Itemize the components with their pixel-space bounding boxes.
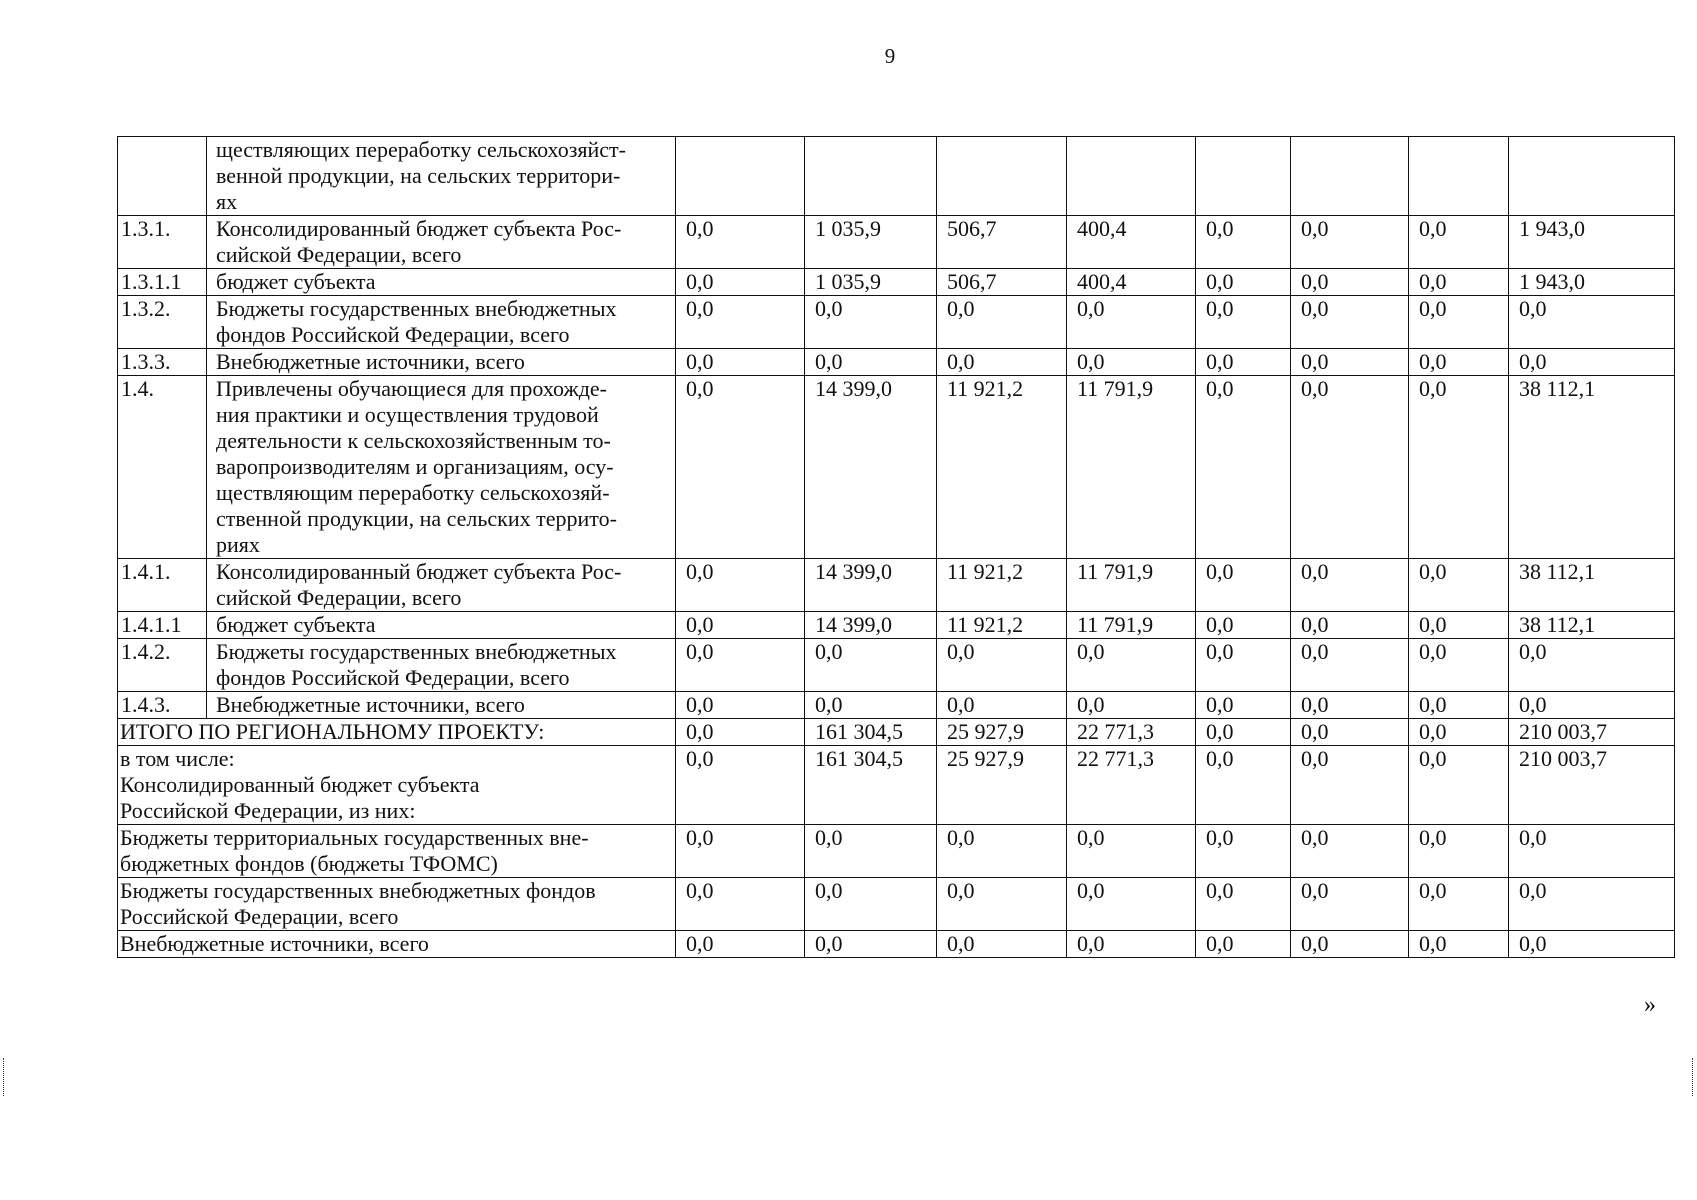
value-cell: 0,0 [1291, 349, 1409, 376]
value-cell: 0,0 [1509, 878, 1675, 931]
value-cell: 0,0 [805, 349, 937, 376]
value-cell: 0,0 [1067, 825, 1196, 878]
row-description-cell [207, 137, 676, 216]
value-cell: 1 943,0 [1509, 216, 1675, 269]
value-cell: 0,0 [1409, 692, 1509, 719]
value-cell: 0,0 [1409, 719, 1509, 746]
value-cell: 0,0 [805, 296, 937, 349]
value-cell: 0,0 [676, 612, 805, 639]
value-cell: 25 927,9 [937, 746, 1067, 825]
value-cell [1067, 137, 1196, 216]
summary-label-cell [118, 825, 676, 878]
cell-text-line: ственной продукции, на сельских террито- [216, 506, 617, 531]
value-cell: 0,0 [1409, 612, 1509, 639]
cell-text-line: фондов Российской Федерации, всего [216, 665, 570, 690]
cell-text-line: ях [216, 189, 238, 214]
cell-text-line: в том числе: [120, 746, 235, 771]
row-code-cell: 1.4.2. [118, 639, 207, 692]
value-cell: 0,0 [1291, 612, 1409, 639]
value-cell: 1 035,9 [805, 216, 937, 269]
value-cell: 0,0 [1509, 349, 1675, 376]
value-cell: 0,0 [1196, 269, 1291, 296]
cell-text-line: Внебюджетные источники, всего [216, 349, 525, 374]
value-cell: 0,0 [1291, 931, 1409, 958]
value-cell: 0,0 [1067, 296, 1196, 349]
value-cell: 0,0 [676, 719, 805, 746]
cell-text-line: Бюджеты государственных внебюджетных фондов [120, 878, 596, 903]
value-cell: 14 399,0 [805, 559, 937, 612]
value-cell: 22 771,3 [1067, 719, 1196, 746]
row-code-cell: 1.4.1. [118, 559, 207, 612]
summary-row [118, 931, 1675, 958]
table-row [118, 559, 1675, 612]
value-cell: 0,0 [1509, 639, 1675, 692]
value-cell: 14 399,0 [805, 612, 937, 639]
table-row [118, 269, 1675, 296]
value-cell: 0,0 [937, 692, 1067, 719]
cell-text-line: Консолидированный бюджет субъекта [120, 772, 480, 797]
value-cell: 0,0 [676, 296, 805, 349]
row-code-cell [118, 137, 207, 216]
value-cell: 161 304,5 [805, 719, 937, 746]
value-cell: 0,0 [1196, 878, 1291, 931]
cell-text-line: ществляющим переработку сельскохозяй- [216, 480, 610, 505]
value-cell: 0,0 [1196, 612, 1291, 639]
value-cell: 0,0 [676, 349, 805, 376]
value-cell: 0,0 [1409, 216, 1509, 269]
value-cell: 11 921,2 [937, 376, 1067, 559]
cell-text-line: сийской Федерации, всего [216, 242, 462, 267]
value-cell: 0,0 [1196, 825, 1291, 878]
cell-text-line: варопроизводителям и организациям, осу- [216, 454, 614, 479]
table-row [118, 639, 1675, 692]
value-cell: 0,0 [676, 559, 805, 612]
cell-text-line: Бюджеты государственных внебюджетных [216, 639, 617, 664]
summary-label-cell [118, 719, 676, 746]
table-row [118, 376, 1675, 559]
budget-table-body [118, 137, 1675, 958]
value-cell: 0,0 [1409, 269, 1509, 296]
value-cell: 11 921,2 [937, 612, 1067, 639]
page-number: 9 [884, 44, 896, 68]
value-cell: 0,0 [1196, 349, 1291, 376]
value-cell: 0,0 [1067, 639, 1196, 692]
table-row [118, 349, 1675, 376]
value-cell: 0,0 [805, 931, 937, 958]
value-cell: 0,0 [1291, 296, 1409, 349]
value-cell: 0,0 [937, 931, 1067, 958]
value-cell: 0,0 [1409, 559, 1509, 612]
value-cell: 0,0 [1509, 296, 1675, 349]
row-code-cell: 1.4. [118, 376, 207, 559]
value-cell [1409, 137, 1509, 216]
value-cell: 0,0 [1409, 376, 1509, 559]
cell-text-line: Привлечены обучающиеся для прохожде- [216, 376, 607, 401]
summary-row [118, 878, 1675, 931]
value-cell: 0,0 [1409, 878, 1509, 931]
summary-row [118, 719, 1675, 746]
value-cell: 0,0 [1067, 878, 1196, 931]
value-cell: 0,0 [1067, 692, 1196, 719]
right-edge-scan-mark [1692, 1058, 1694, 1096]
cell-text-line: Бюджеты территориальных государственных вне- [120, 825, 589, 850]
value-cell: 0,0 [937, 349, 1067, 376]
row-code-cell: 1.3.2. [118, 296, 207, 349]
row-code-cell: 1.4.1.1 [118, 612, 207, 639]
value-cell: 0,0 [1196, 931, 1291, 958]
value-cell: 0,0 [1196, 746, 1291, 825]
value-cell [805, 137, 937, 216]
value-cell: 0,0 [676, 825, 805, 878]
row-description-cell [207, 216, 676, 269]
value-cell: 0,0 [1291, 376, 1409, 559]
cell-text-line: риях [216, 532, 260, 557]
value-cell: 0,0 [1409, 639, 1509, 692]
value-cell [1291, 137, 1409, 216]
row-description-cell [207, 349, 676, 376]
value-cell: 0,0 [1196, 719, 1291, 746]
value-cell: 0,0 [676, 376, 805, 559]
value-cell: 161 304,5 [805, 746, 937, 825]
value-cell: 506,7 [937, 216, 1067, 269]
value-cell: 0,0 [676, 931, 805, 958]
value-cell: 0,0 [1409, 349, 1509, 376]
budget-table [117, 136, 1675, 958]
value-cell: 0,0 [805, 692, 937, 719]
value-cell: 0,0 [805, 878, 937, 931]
cell-text-line: Консолидированный бюджет субъекта Рос- [216, 216, 622, 241]
cell-text-line: Российской Федерации, всего [120, 904, 399, 929]
cell-text-line: Российской Федерации, из них: [120, 798, 416, 823]
value-cell: 400,4 [1067, 216, 1196, 269]
cell-text-line: Консолидированный бюджет субъекта Рос- [216, 559, 622, 584]
row-description-cell [207, 692, 676, 719]
cell-text-line: бюджетных фондов (бюджеты ТФОМС) [120, 851, 498, 876]
value-cell [1196, 137, 1291, 216]
value-cell: 0,0 [937, 878, 1067, 931]
value-cell: 11 791,9 [1067, 612, 1196, 639]
value-cell: 0,0 [805, 639, 937, 692]
value-cell: 11 791,9 [1067, 376, 1196, 559]
table-row [118, 692, 1675, 719]
value-cell: 0,0 [1291, 878, 1409, 931]
row-description-cell [207, 639, 676, 692]
cell-text-line: деятельности к сельскохозяйственным то- [216, 428, 611, 453]
row-description-cell [207, 269, 676, 296]
value-cell: 1 035,9 [805, 269, 937, 296]
row-code-cell: 1.3.3. [118, 349, 207, 376]
value-cell: 0,0 [676, 639, 805, 692]
value-cell: 0,0 [937, 825, 1067, 878]
value-cell: 11 921,2 [937, 559, 1067, 612]
value-cell: 0,0 [1409, 825, 1509, 878]
value-cell: 0,0 [676, 269, 805, 296]
value-cell: 11 791,9 [1067, 559, 1196, 612]
value-cell: 0,0 [1196, 376, 1291, 559]
table-row [118, 612, 1675, 639]
value-cell: 38 112,1 [1509, 559, 1675, 612]
value-cell: 0,0 [937, 639, 1067, 692]
value-cell: 38 112,1 [1509, 376, 1675, 559]
value-cell: 0,0 [1196, 559, 1291, 612]
value-cell: 0,0 [676, 692, 805, 719]
cell-text-line: фондов Российской Федерации, всего [216, 322, 570, 347]
table-row [118, 137, 1675, 216]
value-cell: 0,0 [1291, 719, 1409, 746]
value-cell [676, 137, 805, 216]
value-cell: 400,4 [1067, 269, 1196, 296]
cell-text-line: Бюджеты государственных внебюджетных [216, 296, 617, 321]
row-code-cell: 1.4.3. [118, 692, 207, 719]
value-cell: 0,0 [1291, 639, 1409, 692]
value-cell: 0,0 [1409, 931, 1509, 958]
left-edge-scan-mark [3, 1058, 5, 1096]
table-row [118, 296, 1675, 349]
value-cell: 0,0 [1291, 269, 1409, 296]
value-cell: 14 399,0 [805, 376, 937, 559]
summary-label-cell [118, 931, 676, 958]
value-cell: 0,0 [1196, 216, 1291, 269]
value-cell: 25 927,9 [937, 719, 1067, 746]
cell-text-line: сийской Федерации, всего [216, 585, 462, 610]
cell-text-line: ществляющих переработку сельскохозяйст- [216, 137, 626, 162]
value-cell: 0,0 [1196, 296, 1291, 349]
value-cell: 1 943,0 [1509, 269, 1675, 296]
cell-text-line: ния практики и осуществления трудовой [216, 402, 599, 427]
row-code-cell: 1.3.1. [118, 216, 207, 269]
cell-text-line: Внебюджетные источники, всего [120, 931, 429, 956]
row-description-cell [207, 376, 676, 559]
value-cell: 0,0 [1196, 639, 1291, 692]
cell-text-line: бюджет субъекта [216, 612, 376, 637]
table-row [118, 216, 1675, 269]
summary-row [118, 746, 1675, 825]
cell-text-line: венной продукции, на сельских территори- [216, 163, 621, 188]
summary-label-cell [118, 746, 676, 825]
closing-quote-mark: » [1644, 992, 1656, 1018]
value-cell: 0,0 [1509, 825, 1675, 878]
value-cell: 0,0 [676, 216, 805, 269]
value-cell: 0,0 [1291, 746, 1409, 825]
value-cell: 0,0 [1291, 692, 1409, 719]
cell-text-line: ИТОГО ПО РЕГИОНАЛЬНОМУ ПРОЕКТУ: [120, 719, 545, 744]
value-cell: 0,0 [1196, 692, 1291, 719]
row-description-cell [207, 296, 676, 349]
value-cell: 0,0 [1291, 216, 1409, 269]
cell-text-line: Внебюджетные источники, всего [216, 692, 525, 717]
value-cell: 0,0 [1509, 692, 1675, 719]
value-cell: 38 112,1 [1509, 612, 1675, 639]
value-cell: 0,0 [1409, 296, 1509, 349]
summary-label-cell [118, 878, 676, 931]
value-cell: 0,0 [1509, 931, 1675, 958]
value-cell [937, 137, 1067, 216]
value-cell: 0,0 [1291, 825, 1409, 878]
value-cell: 0,0 [1067, 349, 1196, 376]
value-cell: 0,0 [1067, 931, 1196, 958]
value-cell: 0,0 [805, 825, 937, 878]
value-cell: 0,0 [1409, 746, 1509, 825]
value-cell [1509, 137, 1675, 216]
value-cell: 22 771,3 [1067, 746, 1196, 825]
cell-text-line: бюджет субъекта [216, 269, 376, 294]
row-code-cell: 1.3.1.1 [118, 269, 207, 296]
value-cell: 0,0 [676, 878, 805, 931]
summary-row [118, 825, 1675, 878]
value-cell: 210 003,7 [1509, 746, 1675, 825]
value-cell: 506,7 [937, 269, 1067, 296]
value-cell: 0,0 [676, 746, 805, 825]
row-description-cell [207, 559, 676, 612]
value-cell: 210 003,7 [1509, 719, 1675, 746]
value-cell: 0,0 [937, 296, 1067, 349]
value-cell: 0,0 [1291, 559, 1409, 612]
row-description-cell [207, 612, 676, 639]
